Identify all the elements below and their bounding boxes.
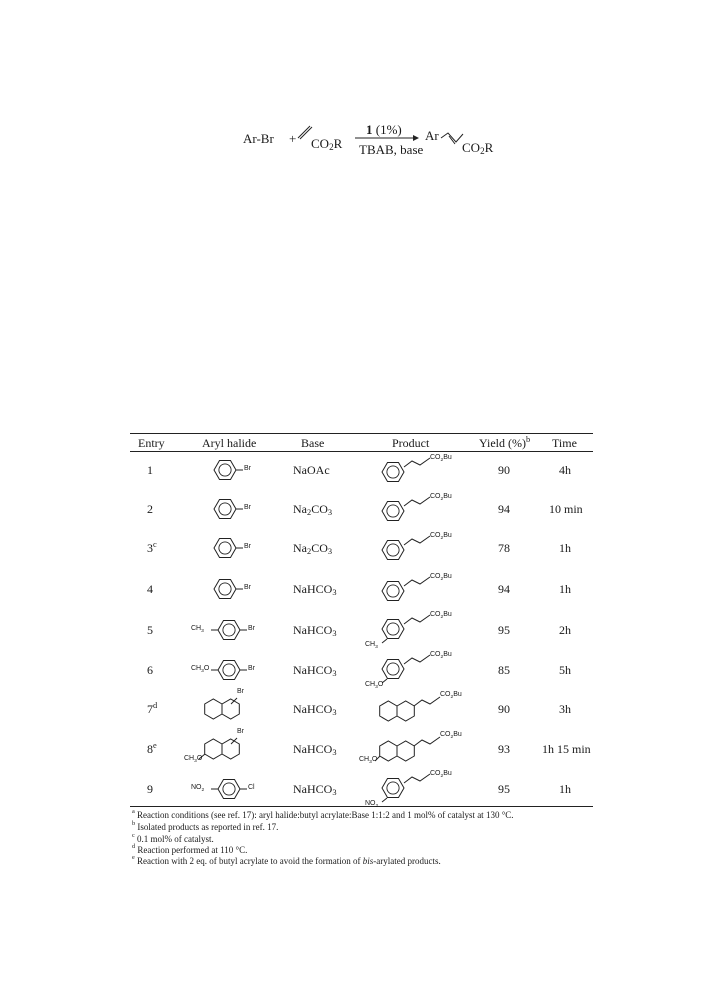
footnote-e: $^e$ Reaction with 2 eq. of butyl acrylate to avoid the formation of bis-arylated products.: [132, 854, 441, 866]
cell-entry: 8e: [147, 741, 157, 756]
product-substituent-label: $CH_3O$: [365, 681, 384, 690]
cell-base: NaHCO$_3$: [293, 702, 337, 717]
header-entry: Entry: [138, 436, 165, 450]
cell-entry: 2: [147, 502, 153, 516]
reaction-conditions: TBAB, base: [359, 142, 424, 157]
aryl-halide-structure: [199, 656, 279, 684]
product-ester-label: $CO_2Bu$: [430, 454, 452, 463]
header-yield: Yield (%)$^b$: [479, 435, 531, 450]
halide-substituent-label: $CH_3O$: [184, 755, 203, 764]
table-bottom-rule: [130, 806, 593, 807]
cell-entry: 4: [147, 582, 153, 596]
header-aryl-halide: Aryl halide: [202, 436, 257, 450]
aryl-halide-structure: [199, 775, 279, 803]
halide-atom-label: Br: [237, 688, 244, 695]
cell-yield: 90: [498, 702, 510, 716]
cell-yield: 95: [498, 623, 510, 637]
cell-base: $Na_2CO_3$: [293, 502, 333, 517]
cell-time: 3h: [559, 702, 571, 716]
aryl-halide-structure: [195, 456, 275, 484]
cell-time: 1h: [559, 582, 571, 596]
halide-atom-label: Br: [248, 665, 255, 672]
cell-yield: 94: [498, 582, 510, 596]
aryl-halide-structure: [195, 495, 275, 523]
cell-time: 2h: [559, 623, 571, 637]
product-ester-label: $CO_2Bu$: [430, 532, 452, 541]
aryl-halide-structure: [199, 616, 279, 644]
cell-yield: 94: [498, 502, 510, 516]
cell-base: NaHCO$_3$: [293, 782, 337, 797]
aryl-halide-structure: [192, 689, 262, 727]
cell-time: 10 min: [549, 502, 583, 516]
reaction-arrow: [355, 134, 419, 142]
acrylate-group: $CO_2R$: [311, 136, 343, 152]
halide-atom-label: Br: [237, 728, 244, 735]
product-ester-label: $CO_2Bu$: [430, 651, 452, 660]
product-vinyl-chain: [440, 130, 464, 146]
header-time: Time: [552, 436, 577, 450]
halide-atom-label: Br: [244, 504, 251, 511]
cell-base: $Na_2CO_3$: [293, 541, 333, 556]
cell-entry: 9: [147, 782, 153, 796]
cell-entry: 1: [147, 463, 153, 477]
header-base: Base: [301, 436, 325, 450]
halide-atom-label: Cl: [248, 784, 255, 791]
product-substituent-label: $NO_2$: [365, 800, 379, 809]
halide-atom-label: Br: [244, 543, 251, 550]
cell-entry: 6: [147, 663, 153, 677]
aryl-halide-structure: [192, 729, 262, 767]
cell-base: NaHCO$_3$: [293, 623, 337, 638]
halide-substituent-label: $NO_2$: [191, 784, 205, 793]
cell-base: NaHCO$_3$: [293, 742, 337, 757]
cell-time: 4h: [559, 463, 571, 477]
cell-time: 5h: [559, 663, 571, 677]
cell-time: 1h: [559, 782, 571, 796]
cell-entry: 5: [147, 623, 153, 637]
cell-yield: 90: [498, 463, 510, 477]
table-top-rule: [130, 433, 593, 434]
cell-yield: 95: [498, 782, 510, 796]
product-substituent-label: $CH_3$: [365, 641, 378, 650]
cell-yield: 93: [498, 742, 510, 756]
cell-time: 1h: [559, 541, 571, 555]
footnote-c: $^c$ 0.1 mol% of catalyst.: [132, 832, 214, 844]
catalyst-label: 1 (1%): [366, 122, 402, 137]
cell-time: 1h 15 min: [542, 742, 591, 756]
product-ester-label: $CO_2Bu$: [440, 731, 462, 740]
halide-substituent-label: $CH_3$: [191, 625, 204, 634]
product-substituent-label: $CH_3O$: [359, 756, 378, 765]
product-ester-label: $CO_2Bu$: [430, 611, 452, 620]
plus-sign: +: [289, 131, 297, 146]
cell-yield: 78: [498, 541, 510, 555]
product-ester-label: $CO_2Bu$: [430, 573, 452, 582]
cell-base: NaHCO$_3$: [293, 663, 337, 678]
cell-entry: 3$^c$: [147, 540, 157, 555]
halide-atom-label: Br: [244, 465, 251, 472]
halide-substituent-label: $CH_3O$: [191, 665, 210, 674]
table-header-rule: [130, 451, 593, 452]
cell-yield: 85: [498, 663, 510, 677]
halide-atom-label: Br: [244, 584, 251, 591]
product-ester-label: $CO_2Bu$: [430, 493, 452, 502]
aryl-halide-structure: [195, 534, 275, 562]
cell-entry: 7$^d$: [147, 701, 158, 716]
aryl-halide-structure: [195, 575, 275, 603]
footnote-a: $^a$ Reaction conditions (see ref. 17): aryl halide:butyl acrylate:Base 1:1:2 and 1 mol% of catalyst at 130 °C.: [132, 808, 514, 820]
product-ester-label: $CO_2Bu$: [440, 691, 462, 700]
cell-base: NaHCO$_3$: [293, 582, 337, 597]
halide-atom-label: Br: [248, 625, 255, 632]
reactant-aryl-bromide: Ar-Br: [243, 131, 274, 146]
product-ester-label: $CO_2Bu$: [430, 770, 452, 779]
cell-base: NaOAc: [293, 463, 330, 477]
footnote-d: $^d$ Reaction performed at 110 °C.: [132, 843, 248, 855]
product-aryl: Ar: [425, 128, 439, 143]
footnote-b: $^b$ Isolated products as reported in ref. 17.: [132, 820, 279, 832]
product-ester-group: $CO_2R$: [462, 140, 494, 156]
header-product: Product: [392, 436, 430, 450]
